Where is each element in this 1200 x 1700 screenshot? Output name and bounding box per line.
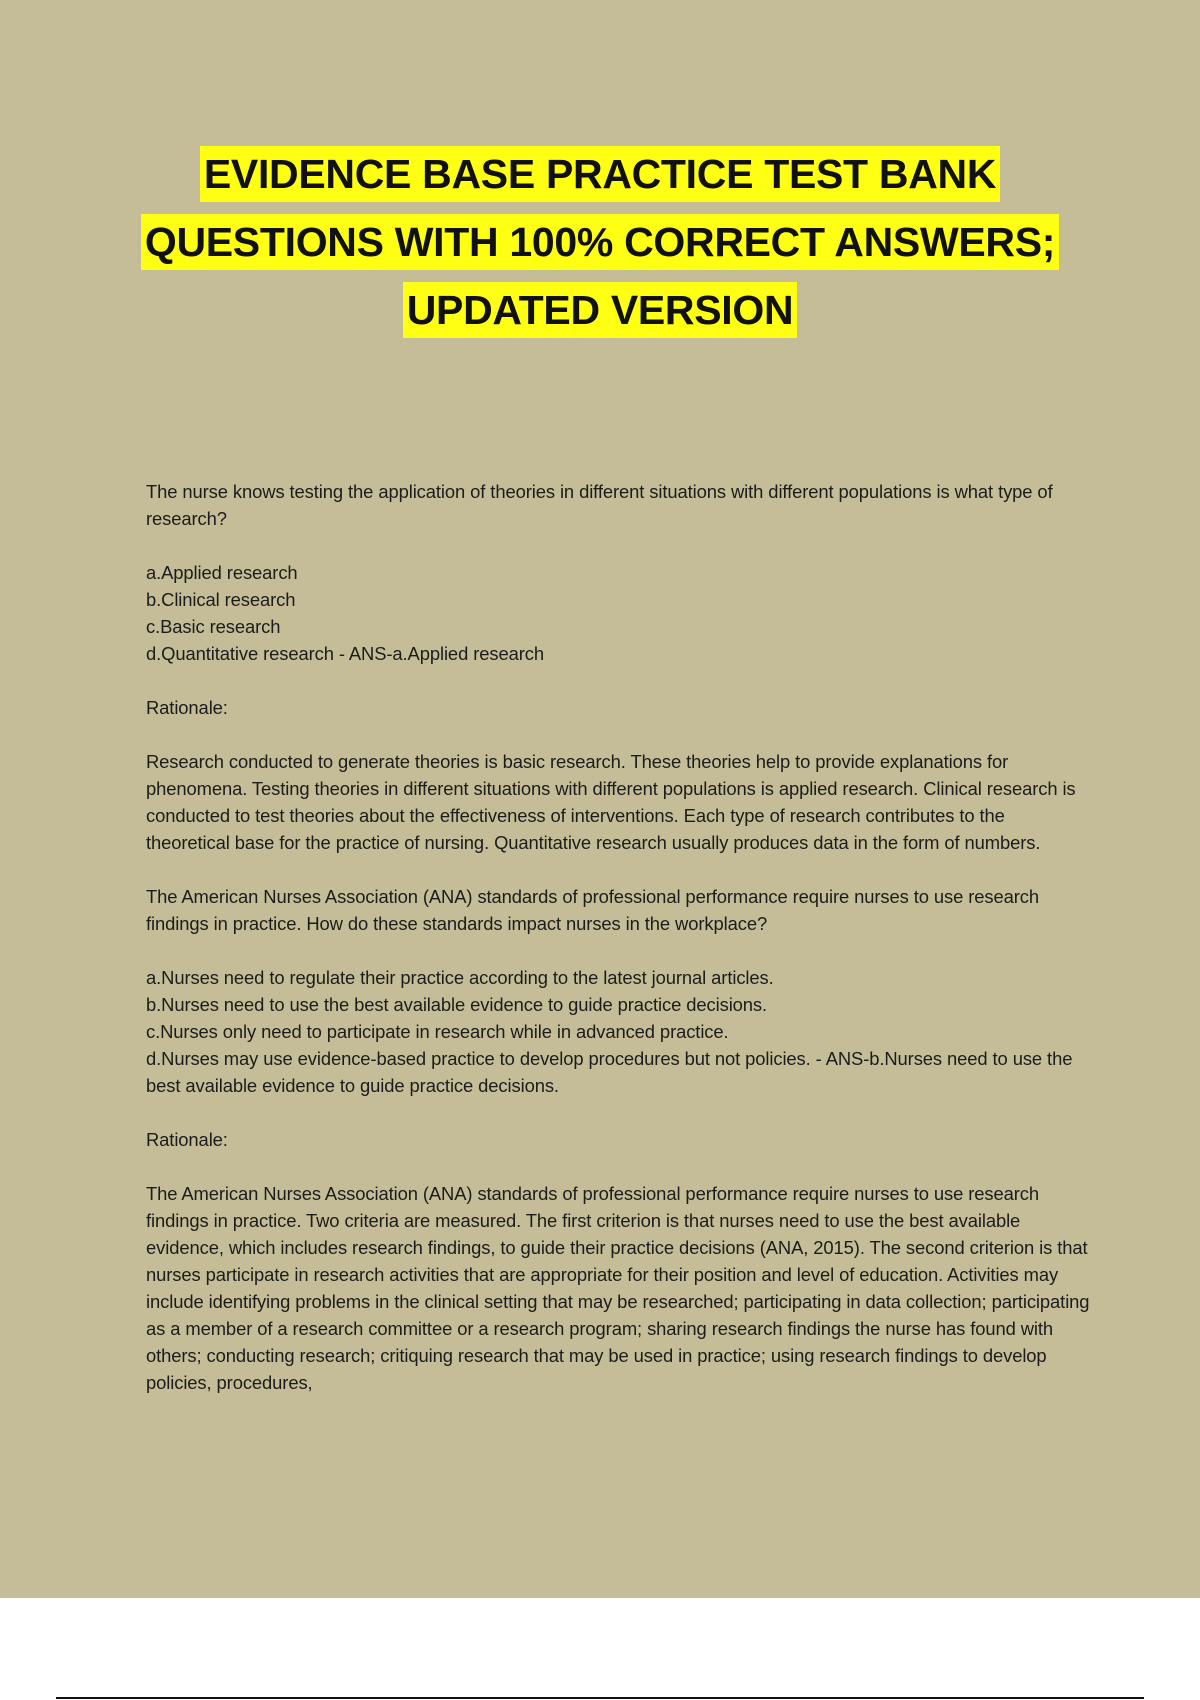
question-1-options <box>146 559 1092 667</box>
footer-divider <box>56 1697 1144 1699</box>
question-1-option-b: b.Clinical research <box>146 589 296 610</box>
question-1-option-c: c.Basic research <box>146 616 281 637</box>
question-2-option-b: b.Nurses need to use the best available evidence to guide practice decisions. <box>146 994 768 1015</box>
question-2-options <box>146 964 1092 1099</box>
question-2-option-d-answer: d.Nurses may use evidence-based practice to develop procedures but not policies. - ANS-b.Nurses need to use the best available evidence to guide practice decisions. <box>146 1048 1073 1096</box>
question-2-option-a: a.Nurses need to regulate their practice according to the latest journal articles. <box>146 967 774 988</box>
question-2-stem: The American Nurses Association (ANA) standards of professional performance require nurses to use research findings in practice. How do these standards impact nurses in the workplace? <box>146 886 1040 934</box>
question-1-option-a: a.Applied research <box>146 562 298 583</box>
question-1-stem: The nurse knows testing the application of theories in different situations with different populations is what type of research? <box>146 481 1053 529</box>
document-body <box>146 478 1092 1423</box>
title-line-1: EVIDENCE BASE PRACTICE TEST BANK <box>200 146 1000 202</box>
question-2-option-c: c.Nurses only need to participate in research while in advanced practice. <box>146 1021 729 1042</box>
question-2-rationale-label: Rationale: <box>146 1129 228 1150</box>
title-line-3: UPDATED VERSION <box>403 282 798 338</box>
question-1-rationale-label: Rationale: <box>146 697 228 718</box>
question-2-rationale: The American Nurses Association (ANA) standards of professional performance require nurses to use research findings in practice. Two criteria are measured. The first criterion is that nurses need to use the best available evidence, which includes research findings, to guide their practice decisions (ANA, 2015). The second criterion is that nurses participate in research activities that are appropriate for their position and level of education. Activities may include identifying problems in the clinical setting that may be researched; participating in data collection; participating as a member of a research committee or a research program; sharing research findings the nurse has found with others; conducting research; critiquing research that may be used in practice; using research findings to develop policies, procedures, <box>146 1183 1090 1393</box>
title-line-2: QUESTIONS WITH 100% CORRECT ANSWERS; <box>141 214 1059 270</box>
question-1-option-d-answer: d.Quantitative research - ANS-a.Applied research <box>146 643 544 664</box>
question-1-rationale: Research conducted to generate theories is basic research. These theories help to provide explanations for phenomena. Testing theories in different situations with different populations is applied research. Clinical research is conducted to test theories about the effectiveness of interventions. Each type of research contributes to the theoretical base for the practice of nursing. Quantitative research usually produces data in the form of numbers. <box>146 751 1076 853</box>
document-title <box>0 140 1200 344</box>
